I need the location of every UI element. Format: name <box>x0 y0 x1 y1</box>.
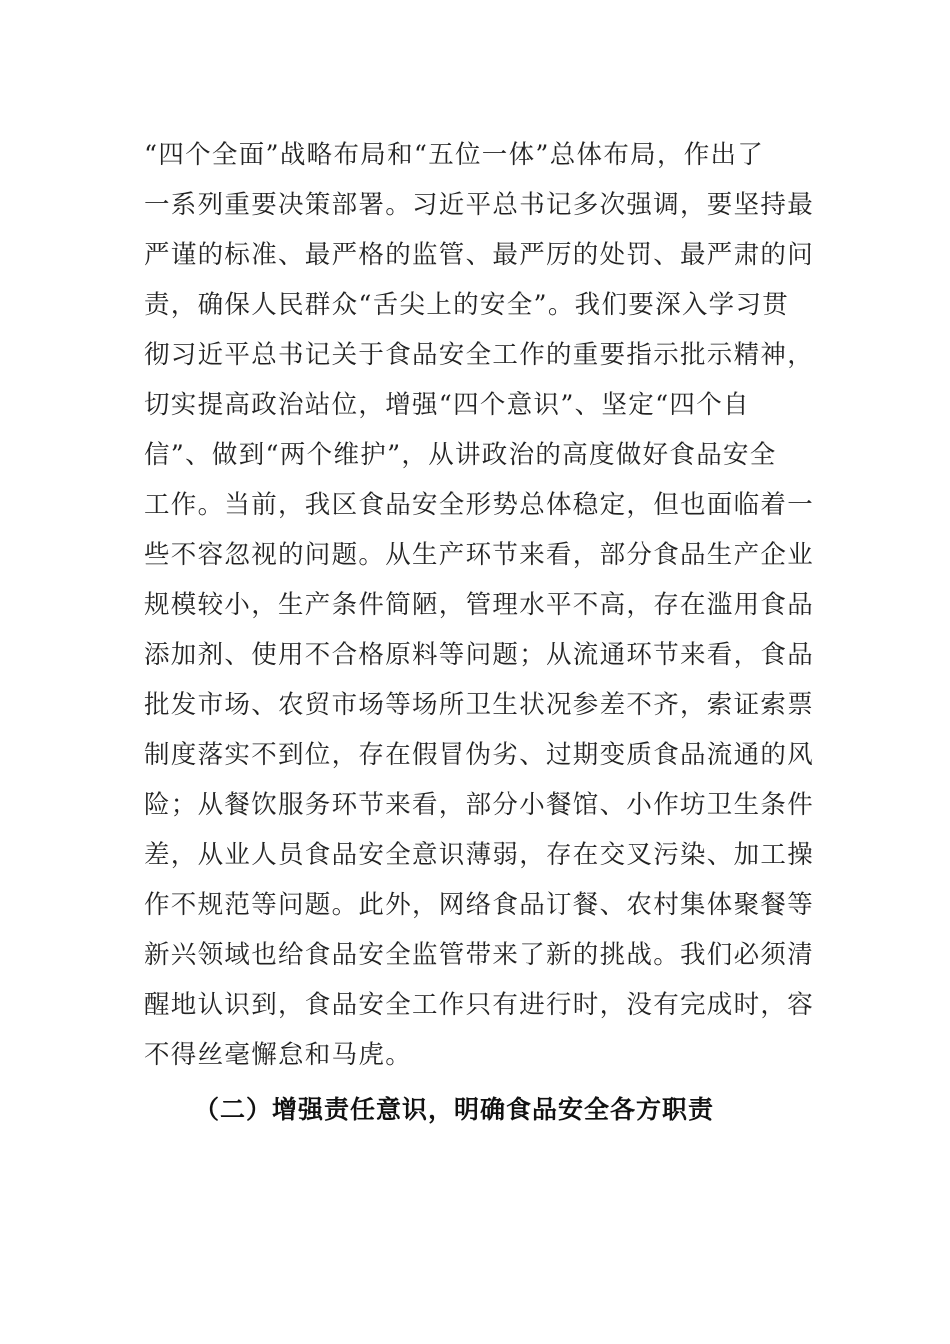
paragraph-line: 差，从业人员食品安全意识薄弱，存在交叉污染、加工操 <box>144 840 815 870</box>
paragraph-line: 责，确保人民群众“舌尖上的安全”。我们要深入学习贯 <box>144 290 790 320</box>
paragraph-line: 醒地认识到，食品安全工作只有进行时，没有完成时，容 <box>144 990 815 1020</box>
paragraph-line: “四个全面”战略布局和“五位一体”总体布局，作出了 <box>144 140 765 170</box>
paragraph-line: 不得丝毫懈怠和马虎。 <box>144 1040 413 1070</box>
paragraph-line: 严谨的标准、最严格的监管、最严厉的处罚、最严肃的问 <box>144 240 815 270</box>
paragraph-line: 添加剂、使用不合格原料等问题；从流通环节来看，食品 <box>144 640 815 670</box>
paragraph-line: 彻习近平总书记关于食品安全工作的重要指示批示精神， <box>144 340 815 370</box>
paragraph-line: 作不规范等问题。此外，网络食品订餐、农村集体聚餐等 <box>144 890 815 920</box>
body-paragraph <box>144 130 814 1080</box>
section-heading: （二）增强责任意识，明确食品安全各方职责 <box>194 1095 715 1124</box>
paragraph-line: 新兴领域也给食品安全监管带来了新的挑战。我们必须清 <box>144 940 815 970</box>
paragraph-line: 批发市场、农贸市场等场所卫生状况参差不齐，索证索票 <box>144 690 815 720</box>
paragraph-line: 规模较小，生产条件简陋，管理水平不高，存在滥用食品 <box>144 590 815 620</box>
paragraph-line: 一系列重要决策部署。习近平总书记多次强调，要坚持最 <box>144 190 815 220</box>
paragraph-line: 制度落实不到位，存在假冒伪劣、过期变质食品流通的风 <box>144 740 815 770</box>
paragraph-line: 些不容忽视的问题。从生产环节来看，部分食品生产企业 <box>144 540 815 570</box>
paragraph-line: 切实提高政治站位，增强“四个意识”、坚定“四个自 <box>144 390 750 420</box>
paragraph-line: 工作。当前，我区食品安全形势总体稳定，但也面临着一 <box>144 490 815 520</box>
paragraph-line: 险；从餐饮服务环节来看，部分小餐馆、小作坊卫生条件 <box>144 790 815 820</box>
paragraph-line: 信”、做到“两个维护”，从讲政治的高度做好食品安全 <box>144 440 777 470</box>
